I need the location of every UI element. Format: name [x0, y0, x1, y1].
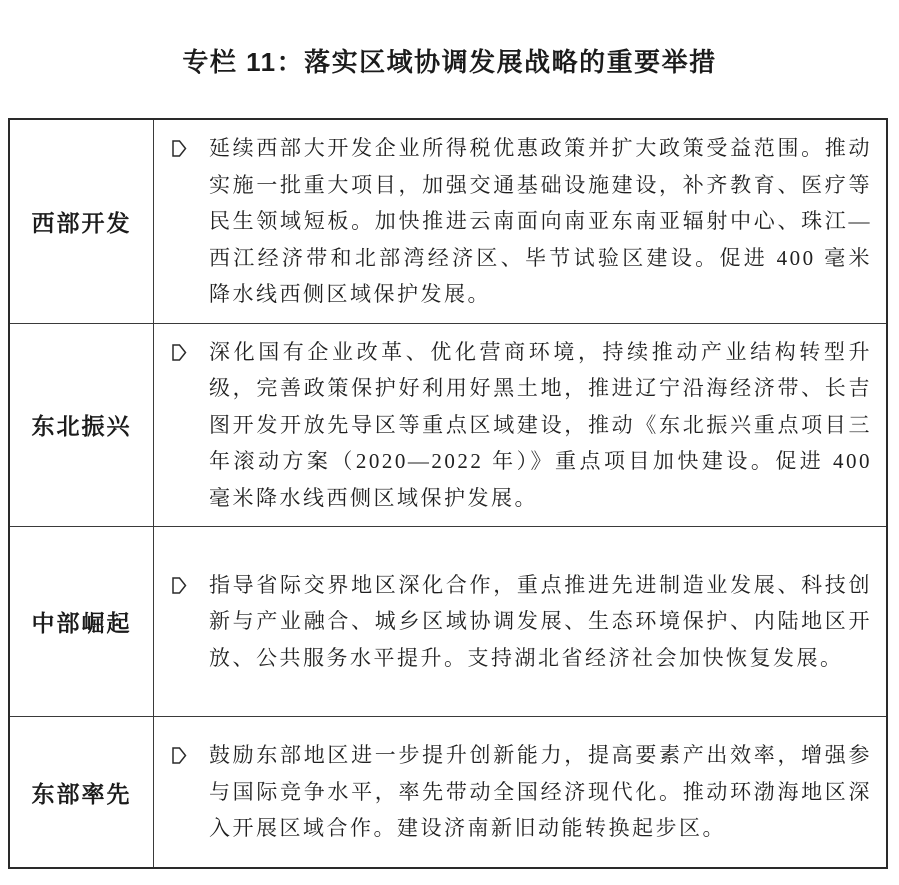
measures-table — [8, 118, 888, 869]
measure-item — [154, 130, 872, 313]
measure-item — [154, 334, 872, 517]
table-row — [10, 526, 886, 716]
row-text: 鼓励东部地区进一步提升创新能力，提高要素产出效率，增强参与国际竞争水平，率先带动全国经济现代化。推动环渤海地区深入开展区域合作。建设济南新旧动能转换起步区。 — [209, 743, 872, 841]
table-row — [10, 120, 886, 323]
row-label: 东部率先 — [10, 717, 154, 867]
hollow-right-arrow-icon — [170, 138, 188, 159]
table-row — [10, 716, 886, 867]
row-text: 延续西部大开发企业所得税优惠政策并扩大政策受益范围。推动实施一批重大项目，加强交通基础设施建设，补齐教育、医疗等民生领域短板。加快推进云南面向南亚东南亚辐射中心、珠江—西江经济带和北部湾经济区、毕节试验区建设。促进 400 毫米降水线西侧区域保护发展。 — [209, 136, 872, 306]
row-content — [154, 717, 886, 867]
page-title: 专栏 11：落实区域协调发展战略的重要举措 — [182, 47, 717, 77]
row-label: 西部开发 — [10, 120, 154, 323]
measure-item — [154, 567, 872, 677]
hollow-right-arrow-icon — [170, 575, 188, 596]
table-row — [10, 323, 886, 527]
hollow-right-arrow-icon — [170, 745, 188, 766]
row-content — [154, 120, 886, 323]
row-text: 深化国有企业改革、优化营商环境，持续推动产业结构转型升级，完善政策保护好利用好黑土地，推进辽宁沿海经济带、长吉图开发开放先导区等重点区域建设，推动《东北振兴重点项目三年滚动方案（2020—2022 年）》重点项目加快建设。促进 400 毫米降水线西侧区域保护发展。 — [209, 339, 872, 510]
row-content — [154, 527, 886, 716]
row-content — [154, 324, 886, 527]
row-label: 东北振兴 — [10, 324, 154, 527]
row-text: 指导省际交界地区深化合作，重点推进先进制造业发展、科技创新与产业融合、城乡区域协调发展、生态环境保护、内陆地区开放、公共服务水平提升。支持湖北省经济社会加快恢复发展。 — [209, 572, 872, 670]
hollow-right-arrow-icon — [170, 342, 188, 363]
measure-item — [154, 737, 872, 847]
row-label: 中部崛起 — [10, 527, 154, 716]
